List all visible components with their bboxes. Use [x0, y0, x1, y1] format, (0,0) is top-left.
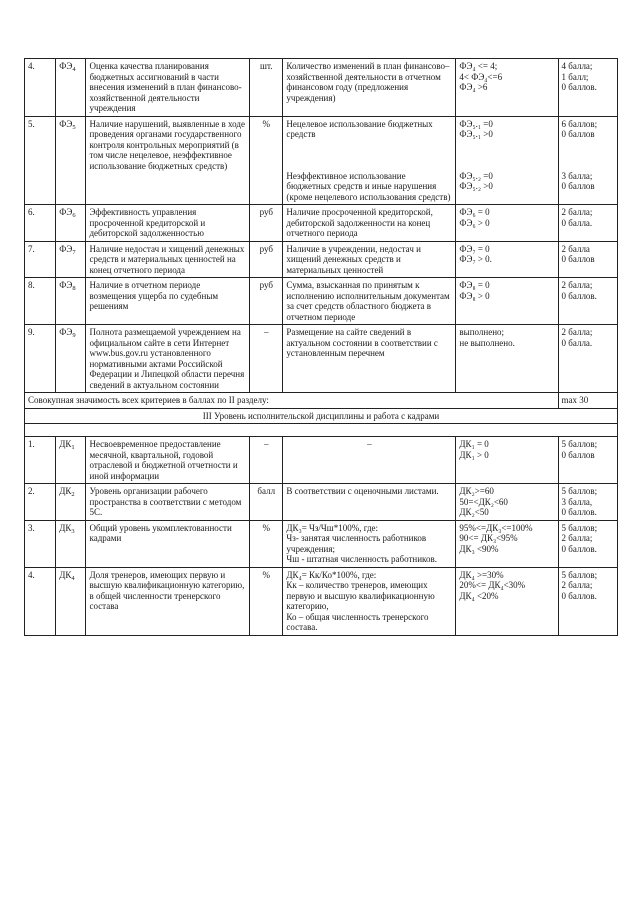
row-number: 5.: [25, 116, 56, 205]
points: 5 баллов; 0 баллов: [558, 437, 617, 484]
indicator: Размещение на сайте сведений в актуальном состоянии в соответствии с установленным перечнем: [283, 325, 456, 393]
points: 2 балла 0 баллов: [558, 241, 617, 278]
indicator-misuse: Нецелевое использование бюджетных средств: [286, 118, 433, 139]
points: 5 баллов; 2 балла; 0 баллов.: [558, 520, 617, 567]
row-number: 2.: [25, 484, 56, 521]
table-row: [25, 205, 618, 242]
table-row: [25, 437, 618, 484]
criterion-name: Оценка качества планирования бюджетных ассигнований в части внесения изменений в план финансово-хозяйственной деятельности учреждения: [86, 59, 250, 117]
condition: [456, 116, 558, 205]
indicator: Наличие просроченной кредиторской, дебиторской задолженности на конец отчетного периода: [283, 205, 456, 242]
table-row: [25, 241, 618, 278]
points: 5 баллов; 2 балла; 0 баллов.: [558, 567, 617, 635]
unit: балл: [250, 484, 283, 521]
total-row: [25, 393, 618, 409]
points: 2 балла; 0 балла.: [558, 205, 617, 242]
criterion-code: $ФЭ_7$: [56, 241, 86, 278]
criteria-table: [24, 58, 618, 636]
points: 5 баллов; 3 балла, 0 баллов.: [558, 484, 617, 521]
unit: –: [250, 325, 283, 393]
criterion-code: $ДК_3$: [56, 520, 86, 567]
criterion-name: Несвоевременное предоставление месячной, квартальной, годовой отраслевой и бюджетной отчетности и иной информации: [86, 437, 250, 484]
indicator: Количество изменений в план финансово–хозяйственной деятельности в отчетном финансовом году (предложения учреждения): [283, 59, 456, 117]
points-a: 6 баллов; 0 баллов: [561, 118, 598, 139]
condition: ДК₄ >=30% 20%<= ДК₄<30% ДК₄ <20%: [456, 567, 558, 635]
indicator: –: [283, 437, 456, 484]
table-row: [25, 484, 618, 521]
unit: руб: [250, 205, 283, 242]
criterion-name: Общий уровень укомплектованности кадрами: [86, 520, 250, 567]
criterion-code: $ФЭ_6$: [56, 205, 86, 242]
criterion-name: Наличие нарушений, выявленные в ходе проведения органами государственного контроля контрольных мероприятий (в том числе нецелевое, неэффективное использование бюджетных средств): [86, 116, 250, 205]
points: 4 балла; 1 балл; 0 баллов.: [558, 59, 617, 117]
section-header-row: [25, 408, 618, 424]
row-number: 4.: [25, 567, 56, 635]
unit: %: [250, 520, 283, 567]
table-row: [25, 567, 618, 635]
condition: ФЭ₄ <= 4; 4< ФЭ₄<=6 ФЭ₄ >6: [456, 59, 558, 117]
table-row: [25, 116, 618, 205]
criterion-code: $ДК_1$: [56, 437, 86, 484]
unit: руб: [250, 278, 283, 325]
row-number: 6.: [25, 205, 56, 242]
indicator: Наличие в учреждении, недостач и хищений денежных средств и материальных ценностей: [283, 241, 456, 278]
criterion-code: $ФЭ_9$: [56, 325, 86, 393]
criterion-name: Наличие недостач и хищений денежных средств и материальных ценностей на конец отчетного периода: [86, 241, 250, 278]
row-number: 8.: [25, 278, 56, 325]
total-value: max 30: [558, 393, 617, 409]
criterion-code: $ФЭ_5$: [56, 116, 86, 205]
indicator: ДК₃= Чз/Чш*100%, где: Чз- занятая численность работников учреждения; Чш - штатная численность работников.: [283, 520, 456, 567]
row-number: 4.: [25, 59, 56, 117]
row-number: 1.: [25, 437, 56, 484]
unit: –: [250, 437, 283, 484]
spacer-cell: [25, 424, 618, 437]
unit: шт.: [250, 59, 283, 117]
unit: руб: [250, 241, 283, 278]
condition: выполнено; не выполнено.: [456, 325, 558, 393]
indicator-inefficiency: Неэффективное использование бюджетных средств и иные нарушения (кроме нецелевого использования средств): [286, 170, 451, 202]
table-row: [25, 325, 618, 393]
criterion-code: $ДК_2$: [56, 484, 86, 521]
criterion-code: $ФЭ_8$: [56, 278, 86, 325]
indicator: ДК₄= Кк/Ко*100%, где: Кк – количество тренеров, имеющих первую и высшую квалификационную категорию, Ко – общая численность тренерского состава.: [283, 567, 456, 635]
row-number: 9.: [25, 325, 56, 393]
condition: ФЭ₆ = 0 ФЭ₆ > 0: [456, 205, 558, 242]
indicator: Сумма, взысканная по принятым к исполнению исполнительным документам за счет средств областного бюджета в отчетном периоде: [283, 278, 456, 325]
criterion-code: $ФЭ_4$: [56, 59, 86, 117]
condition: ДК₂>=60 50=<ДК₂<60 ДК₂<50: [456, 484, 558, 521]
criterion-name: Уровень организации рабочего пространства в соответствии с методом 5С.: [86, 484, 250, 521]
condition: ФЭ₇ = 0 ФЭ₇ > 0.: [456, 241, 558, 278]
indicator: В соответствии с оценочными листами.: [283, 484, 456, 521]
table-row: [25, 278, 618, 325]
row-number: 7.: [25, 241, 56, 278]
condition: 95%<=ДК₃<=100% 90<= ДК₃<95% ДК₃ <90%: [456, 520, 558, 567]
section-title: III Уровень исполнительской дисциплины и работа с кадрами: [25, 408, 618, 424]
unit: %: [250, 116, 283, 205]
spacer-row: [25, 424, 618, 437]
condition: ДК₁ = 0 ДК₁ > 0: [456, 437, 558, 484]
condition-b: ФЭ₅.₂ =0 ФЭ₅.₂ >0: [459, 170, 493, 191]
criterion-code: $ДК_4$: [56, 567, 86, 635]
unit: %: [250, 567, 283, 635]
points: 2 балла; 0 баллов.: [558, 278, 617, 325]
condition-a: ФЭ₅.₁ =0 ФЭ₅.₁ >0: [459, 118, 493, 139]
criterion-name: Доля тренеров, имеющих первую и высшую квалификационную категорию, в общей численности тренерского состава: [86, 567, 250, 635]
criterion-name: Наличие в отчетном периоде возмещения ущерба по судебным решениям: [86, 278, 250, 325]
indicator: [283, 116, 456, 205]
row-number: 3.: [25, 520, 56, 567]
points: [558, 116, 617, 205]
points: 2 балла; 0 балла.: [558, 325, 617, 393]
criterion-name: Полнота размещаемой учреждением на официальном сайте в сети Интернет www.bus.gov.ru установленного нормативными актами Российской Федерации и Липецкой области перечня сведений в актуальном состоянии: [86, 325, 250, 393]
points-b: 3 балла; 0 баллов: [561, 170, 595, 191]
criterion-name: Эффективность управления просроченной кредиторской и дебиторской задолженностью: [86, 205, 250, 242]
table-row: [25, 520, 618, 567]
total-label: Совокупная значимость всех критериев в баллах по II разделу:: [25, 393, 559, 409]
table-row: [25, 59, 618, 117]
condition: ФЭ₈ = 0 ФЭ₈ > 0: [456, 278, 558, 325]
